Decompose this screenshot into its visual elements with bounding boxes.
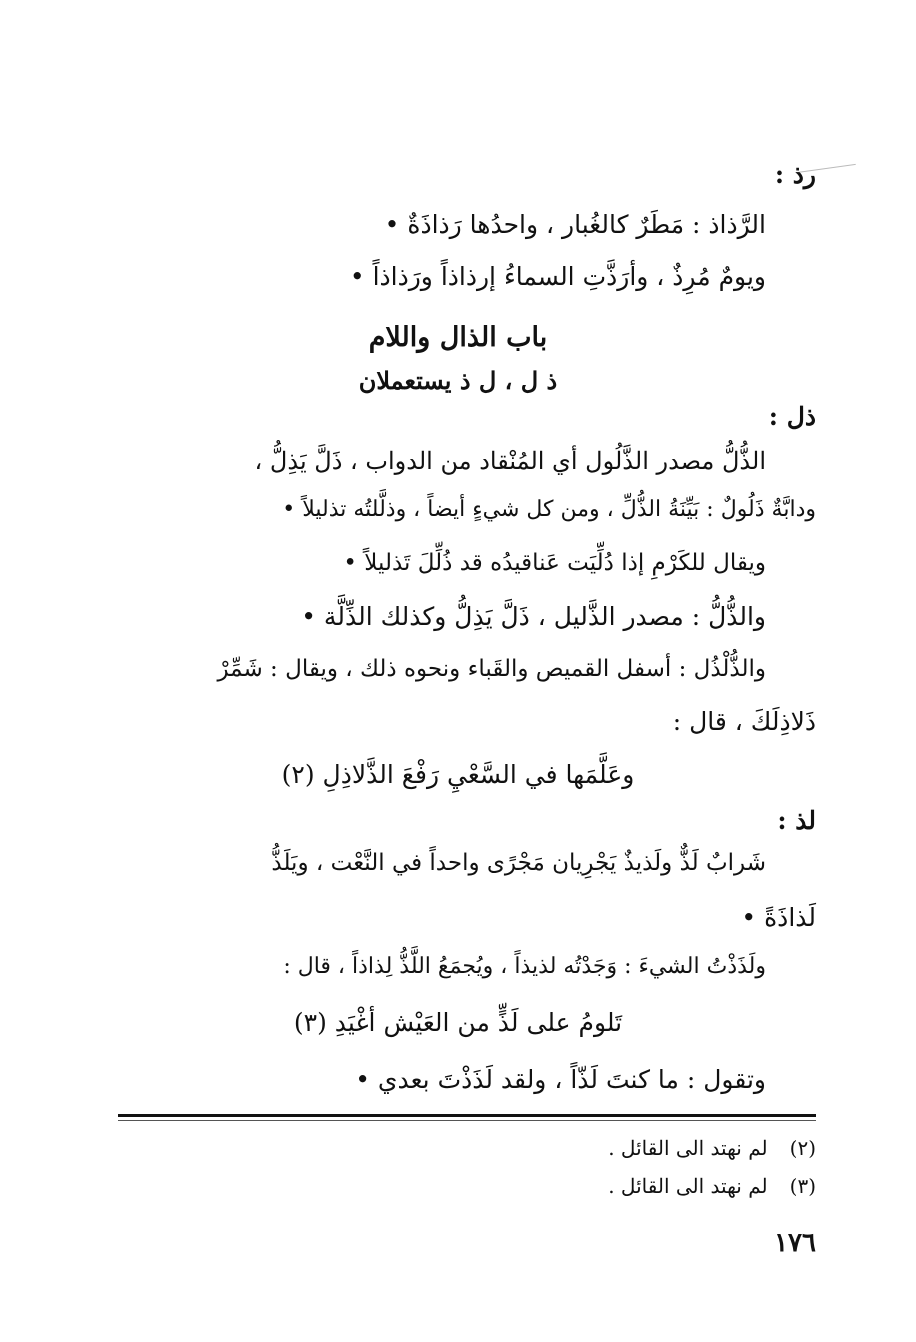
footnote <box>608 1174 816 1198</box>
text-line: لَذاذَةً • <box>741 903 816 932</box>
text-line: الذُّلُّ مصدر الذَّلُول أي المُنْقاد من الدواب ، ذَلَّ يَذِلُّ ، <box>254 447 766 475</box>
chapter-title: باب الذال واللام <box>368 322 548 353</box>
entry-heading-ladh: لذ : <box>777 806 816 835</box>
text-line: والذُّلُّ : مصدر الذَّليل ، ذَلَّ يَذِلُّ وكذلك الذِّلَّة • <box>301 602 766 631</box>
footnote-number: (٢) <box>789 1136 816 1160</box>
text-line: شَرابٌ لَذٌّ ولَذيذٌ يَجْرِيان مَجْرًى واحداً في النَّعْت ، ويَلَذُّ <box>271 850 766 876</box>
footnote <box>608 1136 816 1160</box>
text-line: ويومٌ مُرِذٌ ، وأرَذَّتِ السماءُ إرذاذاً ورَذاذاً • <box>349 262 766 291</box>
footnote-number: (٣) <box>789 1174 816 1198</box>
text-line: ودابَّةٌ ذَلُولٌ : بَيِّنَةُ الذُّلِّ ، ومن كل شيءٍ أيضاً ، وذلَّلتُه تذليلاً • <box>282 497 816 522</box>
entry-heading-radh: رذ : <box>774 160 816 189</box>
text-line: ولَذَذْتُ الشيءَ : وَجَدْتُه لذيذاً ، ويُجمَعُ اللَّذُّ لِذاذاً ، قال : <box>283 954 766 979</box>
footnote-text: لم نهتد الى القائل . <box>608 1136 768 1160</box>
footnote-text: لم نهتد الى القائل . <box>608 1174 768 1198</box>
chapter-subtitle: ذ ل ، ل ذ يستعملان <box>358 366 558 395</box>
entry-heading-dhal: ذل : <box>768 402 816 431</box>
text-line: ذَلاذِلَكَ ، قال : <box>672 707 816 736</box>
verse-line: تَلومُ على لَذٍّ من العَيْش أغْيَدِ (٣) <box>293 1008 623 1037</box>
text-line: الرَّذاذ : مَطَرٌ كالغُبار ، واحدُها رَذاذَةٌ • <box>384 210 766 239</box>
page-number: ١٧٦ <box>774 1228 816 1258</box>
verse-line: وعَلَّمَها في السَّعْيِ رَفْعَ الذَّلاذِلِ (٢) <box>281 760 635 789</box>
footnote-rule-thin <box>118 1120 816 1121</box>
text-line: والذُّلْذُل : أسفل القميص والقَباء ونحوه ذلك ، ويقال : شَمِّرْ <box>217 656 766 682</box>
text-line: وتقول : ما كنتَ لَذّاً ، ولقد لَذَذْتَ بعدي • <box>355 1065 766 1094</box>
footnote-rule <box>118 1114 816 1117</box>
text-line: ويقال للكَرْمِ إذا دُلِّيَت عَناقيدُه قد ذُلِّلَ تَذليلاً • <box>343 550 766 576</box>
